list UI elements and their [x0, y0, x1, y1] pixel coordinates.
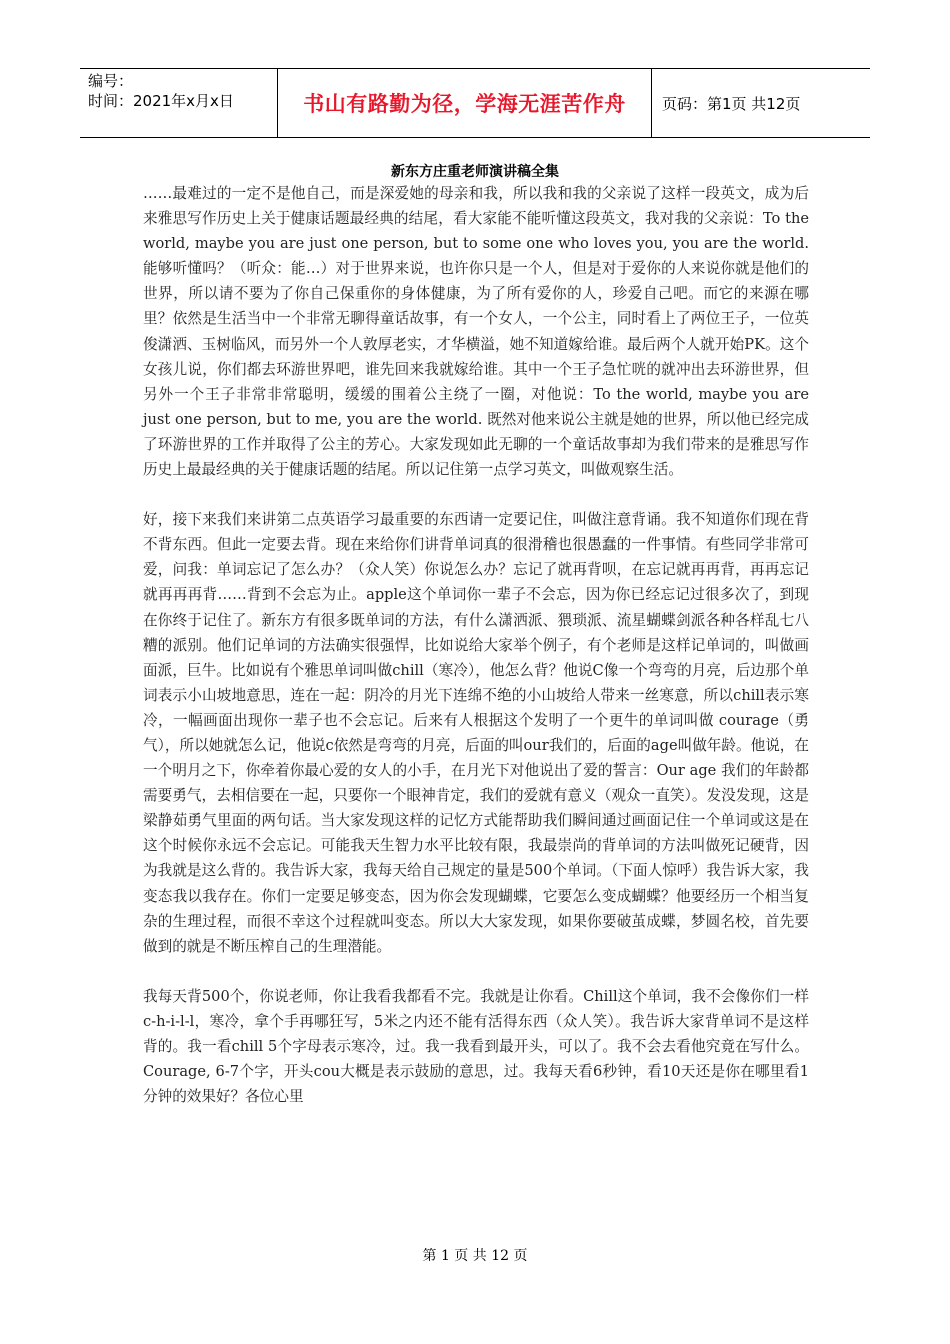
header-motto: 书山有路勤为径，学海无涯苦作舟 [278, 69, 652, 137]
document-number-label: 编号： [88, 72, 134, 90]
body-paragraph: 我每天背500个，你说老师，你让我看我都看不完。我就是让你看。Chill这个单词，我不会像你们一样c-h-i-l-l，寒冷，拿个手再哪狂写，5米之内还不能有活得东西（众人笑）。我告诉大家背单词不是这样背的。我一看chill 5个字母表示寒冷，过。我一我看到最开头，可以了。我不会去看他究竟在写什么。Courage, 6-7个字，开头cou大概是表示鼓励的意思，过。我每天看6秒钟，看10天还是你在哪里看1分钟的效果好？各位心里 [143, 987, 809, 1106]
header-meta-cell [80, 69, 278, 137]
header-page-info: 页码：第1页 共12页 [662, 94, 801, 113]
page-footer: 第 1 页 共 12 页 [422, 1248, 528, 1264]
body-paragraph: ……最难过的一定不是他自己，而是深爱她的母亲和我，所以我和我的父亲说了这样一段英文，成为后来雅思写作历史上关于健康话题最经典的结尾，看大家能不能听懂这段英文，我对我的父亲说：To the world, maybe you are just one person, but to some one who loves you, you are the world.能够听懂吗？（听众：能…）对于世界来说，也许你只是一个人，但是对于爱你的人来说你就是他们的世界，所以请不要为了你自己保重你的身体健康，为了所有爱你的人，珍爱自己吧。而它的来源在哪里？依然是生活当中一个非常无聊得童话故事，有一个女人，一个公主，同时看上了两位王子，一位英俊潇洒、玉树临风，而另外一个人敦厚老实，才华横溢，她不知道嫁给谁。最后两个人就开始PK。这个女孩儿说，你们都去环游世界吧，谁先回来我就嫁给谁。其中一个王子急忙咣的就冲出去环游世界，但另外一个王子非常非常聪明，缓缓的围着公主绕了一圈，对他说：To the world, maybe you are just one person, but to me, you are the world. 既然对他来说公主就是她的世界，所以他已经完成了环游世界的工作并取得了公主的芳心。大家发现如此无聊的一个童话故事却为我们带来的是雅思写作历史上最最经典的关于健康话题的结尾。所以记住第一点学习英文，叫做观察生活。 [143, 185, 809, 479]
document-body [143, 181, 809, 1109]
document-date-label: 时间：2021年x月x日 [88, 92, 234, 110]
document-title: 新东方庄重老师演讲稿全集 [391, 164, 559, 180]
body-paragraph: 好，接下来我们来讲第二点英语学习最重要的东西请一定要记住，叫做注意背诵。我不知道你们现在背不背东西。但此一定要去背。现在来给你们讲背单词真的很滑稽也很愚蠢的一件事情。有些同学非常可爱，问我：单词忘记了怎么办？（众人笑）你说怎么办？忘记了就再背呗，在忘记就再再背，再再忘记就再再再背……背到不会忘为止。apple这个单词你一辈子不会忘，因为你已经忘记过很多次了，到现在你终于记住了。新东方有很多既单词的方法，有什么潇洒派、猥琐派、流星蝴蝶剑派各种各样乱七八糟的派别。他们记单词的方法确实很强悍，比如说给大家举个例子，有个老师是这样记单词的，叫做画面派，巨牛。比如说有个雅思单词叫做chill（寒冷），他怎么背？他说C像一个弯弯的月亮，后边那个单词表示小山坡地意思，连在一起：阴冷的月光下连绵不绝的小山坡给人带来一丝寒意，所以chill表示寒冷，一幅画面出现你一辈子也不会忘记。后来有人根据这个发明了一个更牛的单词叫做 courage（勇气），所以她就怎么记，他说c依然是弯弯的月亮，后面的叫our我们的，后面的age叫做年龄。他说，在一个明月之下，你牵着你最心爱的女人的小手，在月光下对他说出了爱的誓言：Our age 我们的年龄都需要勇气，去相信要在一起，只要你一个眼神肯定，我们的爱就有意义（观众一直笑）。发没发现，这是梁静茹勇气里面的两句话。当大家发现这样的记忆方式能帮助我们瞬间通过画面记住一个单词或这是在这个时候你永远不会忘记。可能我天生智力水平比较有限，我最崇尚的背单词的方法叫做死记硬背，因为我就是这么背的。我告诉大家，我每天给自己规定的量是500个单词。（下面人惊呼）我告诉大家，我变态我以我存在。你们一定要足够变态，因为你会发现蝴蝶，它要怎么变成蝴蝶？他要经历一个相当复杂的生理过程，而很不幸这个过程就叫变态。所以大大家发现，如果你要破茧成蝶，梦圆名校，首先要做到的就是不断压榨自己的生理潜能。 [143, 511, 809, 955]
document-header [80, 68, 870, 138]
